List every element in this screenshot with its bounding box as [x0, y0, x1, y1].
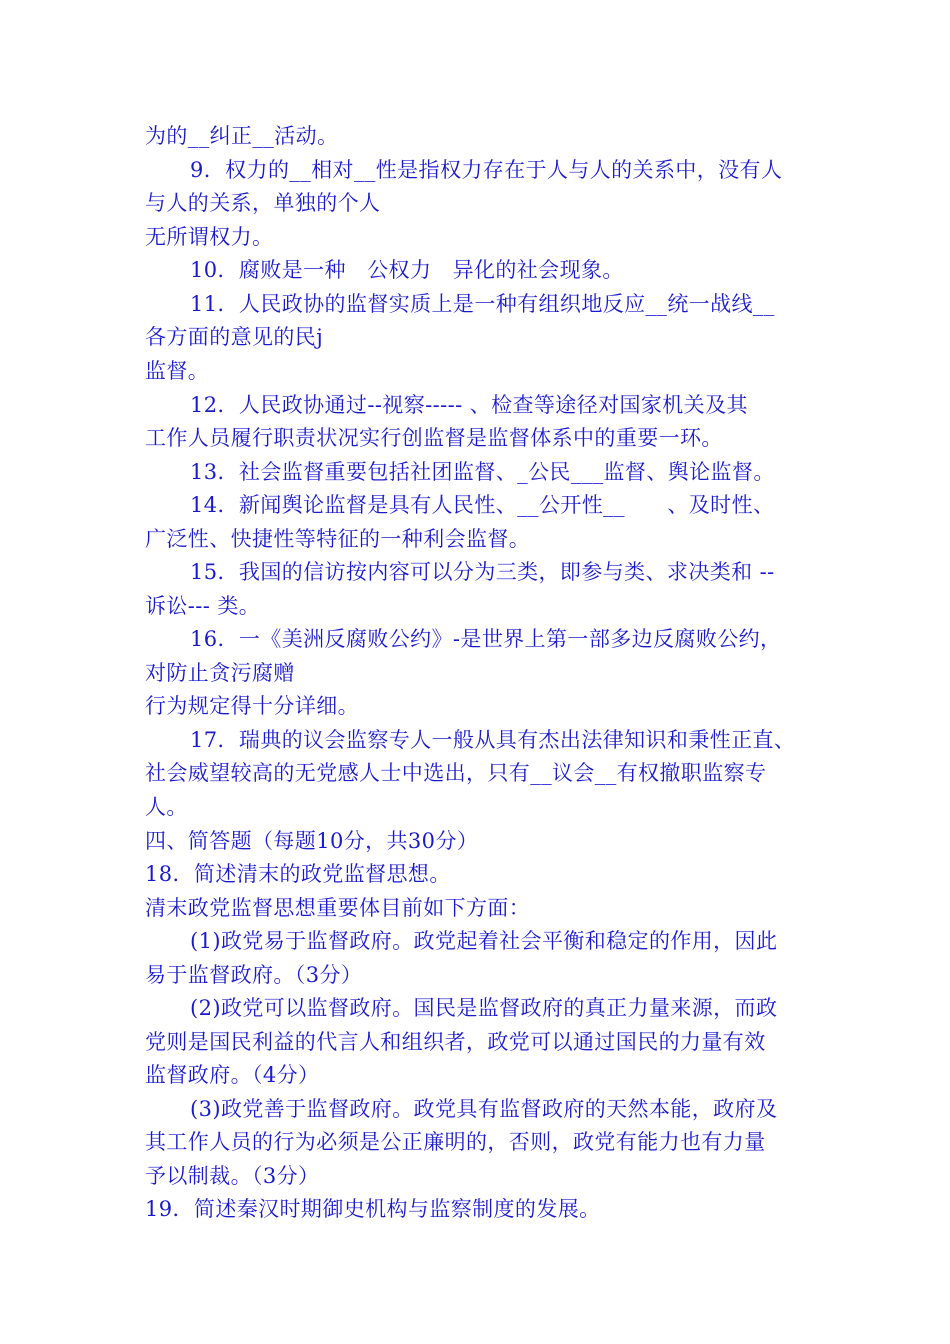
text-line: 无所谓权力。	[145, 225, 274, 249]
text-line: 各方面的意见的民j	[145, 325, 324, 349]
text-line: 其工作人员的行为必须是公正廉明的，否则，政党有能力也有力量	[145, 1130, 766, 1154]
answer-intro: 清末政党监督思想重要体目前如下方面：	[145, 896, 531, 920]
question-12: 12．人民政协通过--视察----- 、检查等途径对国家机关及其	[190, 393, 748, 417]
question-14: 14．新闻舆论监督是具有人民性、__公开性__ 、及时性、	[190, 493, 775, 517]
text-line: 行为规定得十分详细。	[145, 694, 359, 718]
text-line: 易于监督政府。（3分）	[145, 963, 363, 987]
answer-point-2: (2)政党可以监督政府。国民是监督政府的真正力量来源，而政	[190, 996, 778, 1020]
text-line: 诉讼--- 类。	[145, 594, 261, 618]
question-15: 15．我国的信访按内容可以分为三类，即参与类、求决类和 --	[190, 560, 775, 584]
section-heading: 四、简答题（每题10分，共30分）	[145, 829, 479, 853]
question-16: 16．一《美洲反腐败公约》-是世界上第一部多边反腐败公约，	[190, 627, 782, 651]
question-11: 11．人民政协的监督实质上是一种有组织地反应__统一战线__	[190, 292, 775, 316]
answer-point-1: (1)政党易于监督政府。政党起着社会平衡和稳定的作用，因此	[190, 929, 778, 953]
question-9: 9．权力的__相对__性是指权力存在于人与人的关系中，没有人	[190, 158, 783, 182]
text-line: 与人的关系，单独的个人	[145, 191, 381, 215]
question-19: 19．简述秦汉时期御史机构与监察制度的发展。	[145, 1197, 601, 1221]
text-line: 为的__纠正__活动。	[145, 124, 339, 148]
question-18: 18．简述清末的政党监督思想。	[145, 862, 451, 886]
text-line: 社会威望较高的无党感人士中选出，只有__议会__有权撤职监察专	[145, 761, 767, 785]
question-10: 10．腐败是一种 公权力 异化的社会现象。	[190, 258, 624, 282]
text-line: 监督。	[145, 359, 210, 383]
text-line: 人。	[145, 795, 188, 819]
text-line: 予以制裁。（3分）	[145, 1164, 320, 1188]
text-line: 对防止贪污腐赠	[145, 661, 295, 685]
text-line: 广泛性、快捷性等特征的一种利会监督。	[145, 527, 531, 551]
text-line: 监督政府。（4分）	[145, 1063, 320, 1087]
answer-point-3: (3)政党善于监督政府。政党具有监督政府的天然本能，政府及	[190, 1097, 778, 1121]
question-13: 13．社会监督重要包括社团监督、_公民___监督、舆论监督。	[190, 460, 775, 484]
text-line: 党则是国民利益的代言人和组织者，政党可以通过国民的力量有效	[145, 1030, 766, 1054]
question-17: 17．瑞典的议会监察专人一般从具有杰出法律知识和秉性正直、	[190, 728, 796, 752]
text-line: 工作人员履行职责状况实行创监督是监督体系中的重要一环。	[145, 426, 723, 450]
